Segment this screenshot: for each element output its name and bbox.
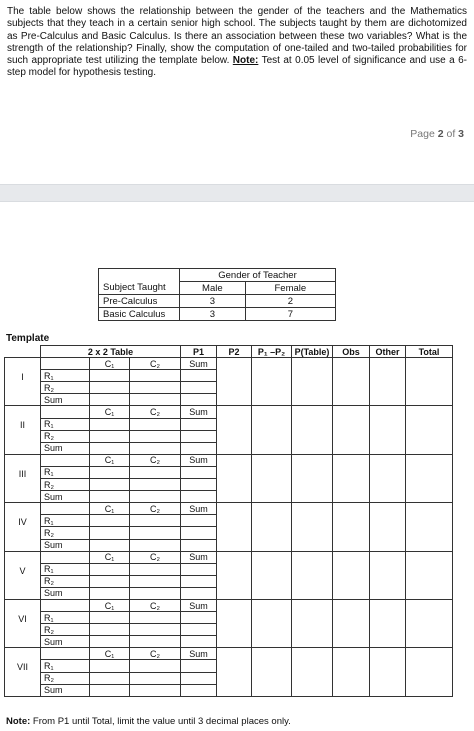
page-total: 3 — [458, 128, 464, 140]
result-cell[interactable] — [370, 406, 406, 454]
table-cell[interactable] — [90, 418, 130, 430]
table-cell[interactable] — [181, 660, 217, 672]
table-cell[interactable] — [130, 479, 181, 491]
template-row — [5, 551, 453, 563]
col-header-sum: Sum — [181, 406, 217, 418]
col-header-sum: Sum — [181, 454, 217, 466]
table-cell[interactable] — [90, 442, 130, 454]
col-male: Male — [180, 282, 246, 295]
table-cell[interactable] — [90, 624, 130, 636]
table-cell[interactable] — [130, 418, 181, 430]
col-header-c2: C₂ — [130, 406, 181, 418]
row-label-r1: R₁ — [41, 466, 90, 478]
table-cell[interactable] — [181, 466, 217, 478]
col-header-c1: C₁ — [90, 358, 130, 370]
result-cell[interactable] — [406, 454, 453, 502]
col-header-c1: C₁ — [90, 406, 130, 418]
table-cell[interactable] — [130, 370, 181, 382]
table-cell[interactable] — [181, 382, 217, 394]
row-label-r1: R₁ — [41, 660, 90, 672]
group-label — [5, 599, 41, 647]
table-cell[interactable] — [130, 672, 181, 684]
group-roman: VII — [16, 662, 28, 673]
footer-note-label: Note: — [6, 716, 31, 727]
table-cell[interactable] — [130, 466, 181, 478]
result-cell[interactable] — [292, 648, 333, 696]
result-cell[interactable] — [252, 551, 292, 599]
result-cell[interactable] — [370, 503, 406, 551]
table-cell[interactable] — [90, 636, 130, 648]
col-subject: Subject Taught — [99, 282, 180, 295]
page-break-band — [0, 184, 474, 202]
row-label-sum: Sum — [41, 684, 90, 696]
table-cell[interactable] — [130, 563, 181, 575]
row-label-sum: Sum — [41, 636, 90, 648]
result-cell[interactable] — [292, 406, 333, 454]
col-header-c1: C₁ — [90, 454, 130, 466]
table-cell[interactable] — [181, 684, 217, 696]
template-row — [5, 648, 453, 660]
header-obs: Obs — [333, 346, 370, 358]
row-label-r1: R₁ — [41, 515, 90, 527]
row-label-r1: R₁ — [41, 370, 90, 382]
result-cell[interactable] — [406, 406, 453, 454]
result-cell[interactable] — [217, 551, 252, 599]
table-cell[interactable] — [130, 394, 181, 406]
table-cell[interactable] — [181, 394, 217, 406]
row-label-r2: R₂ — [41, 624, 90, 636]
template-row — [5, 503, 453, 515]
table-cell[interactable] — [90, 370, 130, 382]
table-cell[interactable] — [90, 575, 130, 587]
row-label-sum: Sum — [41, 587, 90, 599]
row-label-blank — [41, 551, 90, 563]
row-label-blank — [41, 358, 90, 370]
header-p1-p2: P₁ –P₂ — [252, 346, 292, 358]
table-cell[interactable] — [130, 684, 181, 696]
col-header-sum: Sum — [181, 599, 217, 611]
row-subject: Basic Calculus — [99, 308, 180, 321]
template-row — [5, 454, 453, 466]
group-label — [5, 406, 41, 454]
header-other: Other — [370, 346, 406, 358]
table-cell[interactable] — [130, 539, 181, 551]
table-cell[interactable] — [181, 563, 217, 575]
table-cell[interactable] — [181, 418, 217, 430]
result-cell[interactable] — [370, 599, 406, 647]
row-label-blank — [41, 454, 90, 466]
col-header-c2: C₂ — [130, 599, 181, 611]
row-label-sum: Sum — [41, 539, 90, 551]
result-cell[interactable] — [333, 358, 370, 406]
table-cell[interactable] — [181, 527, 217, 539]
result-cell[interactable] — [217, 648, 252, 696]
result-cell[interactable] — [333, 454, 370, 502]
table-cell[interactable] — [130, 527, 181, 539]
result-cell[interactable] — [406, 648, 453, 696]
result-cell[interactable] — [333, 599, 370, 647]
col-header-c1: C₁ — [90, 599, 130, 611]
table-cell[interactable] — [130, 660, 181, 672]
table-cell[interactable] — [181, 539, 217, 551]
result-cell[interactable] — [406, 358, 453, 406]
row-label-r2: R₂ — [41, 382, 90, 394]
table-cell[interactable] — [130, 575, 181, 587]
result-cell[interactable] — [217, 503, 252, 551]
result-cell[interactable] — [333, 648, 370, 696]
col-female: Female — [245, 282, 335, 295]
col-header-c2: C₂ — [130, 454, 181, 466]
footer-note-text: From P1 until Total, limit the value until 3 decimal places only. — [30, 716, 291, 727]
group-label — [5, 454, 41, 502]
row-label-r1: R₁ — [41, 563, 90, 575]
row-label-blank — [41, 503, 90, 515]
result-cell[interactable] — [292, 551, 333, 599]
result-cell[interactable] — [333, 551, 370, 599]
header-ptable: P(Table) — [292, 346, 333, 358]
table-cell[interactable] — [181, 491, 217, 503]
table-cell[interactable] — [181, 575, 217, 587]
page-separator: of — [443, 128, 459, 140]
group-roman: III — [18, 468, 27, 479]
table-cell[interactable] — [90, 527, 130, 539]
table-cell[interactable] — [130, 612, 181, 624]
table-cell[interactable] — [181, 587, 217, 599]
table-cell[interactable] — [90, 466, 130, 478]
result-cell[interactable] — [370, 648, 406, 696]
result-cell[interactable] — [370, 358, 406, 406]
col-header-c2: C₂ — [130, 648, 181, 660]
result-cell[interactable] — [406, 551, 453, 599]
table-cell[interactable] — [130, 382, 181, 394]
group-roman: I — [21, 372, 24, 383]
group-roman: V — [19, 565, 26, 576]
result-cell[interactable] — [406, 503, 453, 551]
header-p1: P1 — [181, 346, 217, 358]
table-cell[interactable] — [130, 491, 181, 503]
table-cell[interactable] — [181, 624, 217, 636]
page-current: 2 — [437, 128, 444, 140]
template-header-row — [5, 346, 453, 358]
table-cell[interactable] — [181, 636, 217, 648]
row-label-r2: R₂ — [41, 527, 90, 539]
template-label: Template — [6, 333, 50, 344]
table-cell[interactable] — [181, 672, 217, 684]
table-cell[interactable] — [130, 624, 181, 636]
result-cell[interactable] — [370, 454, 406, 502]
row-label-sum: Sum — [41, 442, 90, 454]
table-cell[interactable] — [130, 430, 181, 442]
row-male: 3 — [180, 308, 246, 321]
data-row — [99, 295, 336, 308]
row-label-r2: R₂ — [41, 672, 90, 684]
col-header-sum: Sum — [181, 648, 217, 660]
col-header-sum: Sum — [181, 551, 217, 563]
row-label-blank — [41, 406, 90, 418]
group-label — [5, 503, 41, 551]
group-label — [5, 648, 41, 696]
footer-note — [6, 716, 291, 727]
result-cell[interactable] — [252, 454, 292, 502]
row-label-blank — [41, 599, 90, 611]
table-cell[interactable] — [90, 612, 130, 624]
table-cell[interactable] — [130, 636, 181, 648]
table-cell[interactable] — [181, 479, 217, 491]
row-female: 2 — [245, 295, 335, 308]
table-cell[interactable] — [90, 672, 130, 684]
row-label-r2: R₂ — [41, 430, 90, 442]
table-cell[interactable] — [90, 382, 130, 394]
table-cell[interactable] — [90, 539, 130, 551]
table-cell[interactable] — [130, 587, 181, 599]
row-label-r2: R₂ — [41, 575, 90, 587]
group-roman: IV — [18, 517, 27, 528]
template-row — [5, 599, 453, 611]
problem-statement — [7, 6, 467, 80]
row-label-sum: Sum — [41, 394, 90, 406]
col-header-c1: C₁ — [90, 551, 130, 563]
table-cell[interactable] — [90, 660, 130, 672]
result-cell[interactable] — [292, 599, 333, 647]
data-table-corner — [99, 269, 180, 282]
result-cell[interactable] — [292, 503, 333, 551]
result-cell[interactable] — [406, 599, 453, 647]
data-row — [99, 308, 336, 321]
result-cell[interactable] — [370, 551, 406, 599]
row-male: 3 — [180, 295, 246, 308]
data-table-header: Gender of Teacher — [180, 269, 336, 282]
header-p2: P2 — [217, 346, 252, 358]
table-cell[interactable] — [90, 684, 130, 696]
col-header-sum: Sum — [181, 503, 217, 515]
row-label-blank — [41, 648, 90, 660]
table-cell[interactable] — [90, 430, 130, 442]
table-cell[interactable] — [90, 491, 130, 503]
table-cell[interactable] — [90, 563, 130, 575]
table-cell[interactable] — [90, 587, 130, 599]
template-header-blank — [5, 346, 41, 358]
row-label-r2: R₂ — [41, 479, 90, 491]
row-female: 7 — [245, 308, 335, 321]
result-cell[interactable] — [217, 406, 252, 454]
table-cell[interactable] — [181, 515, 217, 527]
table-cell[interactable] — [90, 515, 130, 527]
result-cell[interactable] — [333, 503, 370, 551]
problem-text: The table below shows the relationship between the gender of the teachers and the Mathematics subjects that they teach in a certain senior high school. The subjects taught by them are dichotomized as Pre-Calculus and Basic Calculus. Is there an association between these two variables? What is the strength of the relationship? Finally, show the computation of one-tailed and two-tailed probabilities for such appropriate test utilizing the template below. — [7, 6, 467, 67]
result-cell[interactable] — [252, 503, 292, 551]
col-header-c1: C₁ — [90, 648, 130, 660]
template-table — [4, 345, 453, 697]
page-prefix: Page — [410, 128, 438, 140]
row-label-sum: Sum — [41, 491, 90, 503]
header-2x2-table: 2 x 2 Table — [41, 346, 181, 358]
problem-note-text: Test at 0.05 level of significance and use a 6-step model for hypothesis testing. — [7, 55, 468, 79]
table-cell[interactable] — [181, 370, 217, 382]
table-cell[interactable] — [181, 612, 217, 624]
row-label-r1: R₁ — [41, 612, 90, 624]
col-header-c2: C₂ — [130, 551, 181, 563]
problem-note-label: Note: — [232, 55, 259, 67]
result-cell[interactable] — [252, 648, 292, 696]
result-cell[interactable] — [217, 358, 252, 406]
result-cell[interactable] — [252, 358, 292, 406]
result-cell[interactable] — [292, 358, 333, 406]
result-cell[interactable] — [217, 599, 252, 647]
result-cell[interactable] — [252, 406, 292, 454]
result-cell[interactable] — [292, 454, 333, 502]
group-label — [5, 358, 41, 406]
group-label — [5, 551, 41, 599]
result-cell[interactable] — [217, 454, 252, 502]
col-header-c2: C₂ — [130, 503, 181, 515]
page-indicator — [410, 128, 464, 140]
table-cell[interactable] — [130, 442, 181, 454]
col-header-sum: Sum — [181, 358, 217, 370]
template-row — [5, 406, 453, 418]
table-cell[interactable] — [130, 515, 181, 527]
result-cell[interactable] — [333, 406, 370, 454]
col-header-c1: C₁ — [90, 503, 130, 515]
header-total: Total — [406, 346, 453, 358]
group-roman: II — [19, 420, 25, 431]
table-cell[interactable] — [90, 394, 130, 406]
group-roman: VI — [18, 613, 27, 624]
row-subject: Pre-Calculus — [99, 295, 180, 308]
row-label-r1: R₁ — [41, 418, 90, 430]
table-cell[interactable] — [181, 430, 217, 442]
table-cell[interactable] — [181, 442, 217, 454]
table-cell[interactable] — [90, 479, 130, 491]
result-cell[interactable] — [252, 599, 292, 647]
data-table — [98, 268, 336, 321]
template-row — [5, 358, 453, 370]
col-header-c2: C₂ — [130, 358, 181, 370]
